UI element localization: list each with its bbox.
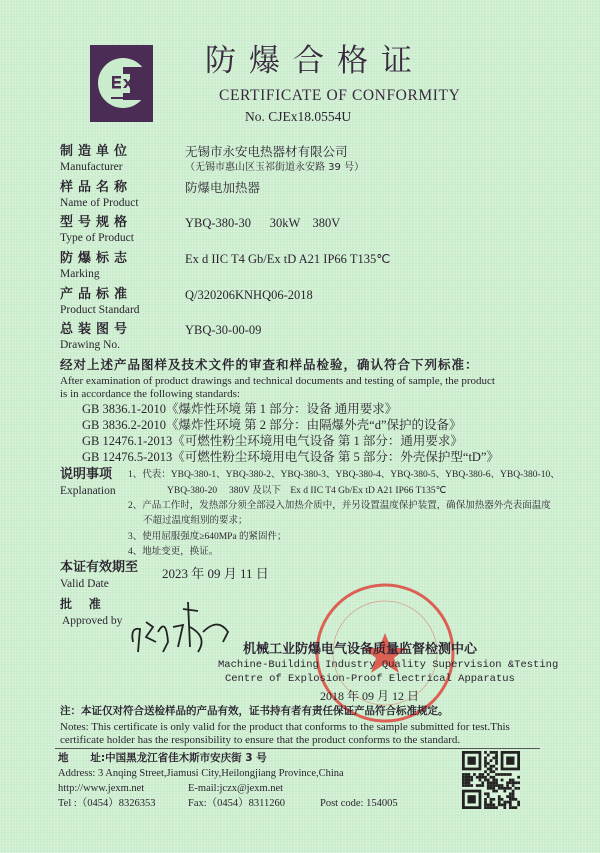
issue-date: 2018 年 09 月 12 日 [320,689,420,703]
signature [128,597,238,662]
statement-en-1: After examination of product drawings and technical documents and testing of sample, the product [60,375,495,387]
product-name-label-cn: 样品名称 [60,180,133,195]
manufacturer-value: 无锡市永安电热器材有限公司 [185,144,348,159]
fax: Fax:（0454）8311260 [188,798,286,809]
marking-label-en: Marking [60,268,100,280]
valid-date-value: 2023 年 09 月 11 日 [162,566,269,581]
marking-value: Ex d IIC T4 Gb/Ex tD A21 IP66 T135℃ [185,252,391,266]
standard-label-en: Product Standard [60,304,140,316]
title-cn: 防爆合格证 [205,43,425,79]
centre-name-en-2: Centre of Explosion-Proof Electrical Apparatus [225,673,515,685]
postcode: Post code: 154005 [320,798,398,809]
statement-cn: 经对上述产品图样及技术文件的审查和样品检验，确认符合下列标准： [60,357,479,372]
explanation-label-cn: 说明事项 [60,467,113,482]
notes-en-2: certificate holder has the responsibility to ensure that the product conforms to the standard. [60,734,461,746]
standard-value: Q/320206KNHQ06-2018 [185,288,313,302]
approved-label-en: Approved by [62,615,123,627]
type-value: YBQ-380-30 30kW 380V [185,216,341,230]
explanation-item: 4、地址变更，换证。 [128,547,219,557]
marking-label-cn: 防爆标志 [60,251,133,266]
centre-name-en-1: Machine-Building Industry Quality Supervision &Testing [218,659,559,671]
explanation-item: 2、产品工作时，发热部分须全部浸入加热介质中，并另设置温度保护装置，确保加热器外壳表面温度 [128,501,551,511]
drawing-label-en: Drawing No. [60,339,121,351]
certificate-number: No. CJEx18.0554U [245,109,352,124]
type-label-cn: 型号规格 [60,215,133,230]
statement-en-2: is in accordance the following standards: [60,388,240,400]
centre-name-cn: 机械工业防爆电气设备质量监督检测中心 [243,642,478,657]
standard-item: GB 12476.5-2013《可燃性粉尘环境用电气设备 第 5 部分：外壳保护型“tD”》 [82,450,499,464]
website-link[interactable]: http://www.jexm.net [58,783,145,794]
valid-date-label-en: Valid Date [60,578,109,590]
manufacturer-label-en: Manufacturer [60,161,123,173]
qr-code[interactable] [462,751,520,809]
explanation-item: 1、代表：YBQ-380-1、YBQ-380-2、YBQ-380-3、YBQ-380-4、YBQ-380-5、YBQ-380-6、YBQ-380-10、 [128,470,560,480]
standard-item: GB 12476.1-2013《可燃性粉尘环境用电气设备 第 1 部分：通用要求》 [82,434,463,448]
explanation-item: 不超过温度组别的要求； [143,516,248,526]
approved-label-cn: 批 准 [60,597,101,611]
product-name-label-en: Name of Product [60,197,139,209]
valid-date-label-cn: 本证有效期至 [60,560,139,575]
manufacturer-label-cn: 制造单位 [60,144,133,159]
standard-item: GB 3836.2-2010《爆炸性环境 第 2 部分：由隔爆外壳“d”保护的设备》 [82,418,462,432]
address-en: Address: 3 Anqing Street,Jiamusi City,Heilongjiang Province,China [58,768,344,779]
standard-item: GB 3836.1-2010《爆炸性环境 第 1 部分：设备 通用要求》 [82,402,398,416]
product-name-value: 防爆电加热器 [185,180,261,195]
drawing-label-cn: 总装图号 [60,322,133,337]
email-link[interactable]: E-mail:jczx@jexm.net [188,783,284,794]
telephone: Tel :（0454）8326353 [58,798,156,809]
explanation-label-en: Explanation [60,485,116,497]
manufacturer-address: （无锡市惠山区玉祁街道永安路 39 号） [185,162,365,173]
address-cn: 地 址:中国黑龙江省佳木斯市安庆街 3 号 [58,752,267,764]
standard-label-cn: 产品标准 [60,287,133,302]
explanation-item: YBQ-380-20 380V 及以下 Ex d IIC T4 Gb/Ex tD A21 IP66 T135℃ [167,486,447,496]
type-label-en: Type of Product [60,232,134,244]
drawing-value: YBQ-30-00-09 [185,323,262,337]
ex-logo [90,45,153,122]
explanation-item: 3、使用屈服强度≥640MPa 的紧固件； [128,532,287,542]
divider [55,748,540,749]
notes-cn: 注：本证仅对符合送检样品的产品有效，证书持有者有责任保证产品符合标准规定。 [60,705,449,717]
title-en: CERTIFICATE OF CONFORMITY [219,87,461,104]
notes-en-1: Notes: This certificate is only valid for the product that conforms to the sample submitted for test.This [60,721,510,733]
